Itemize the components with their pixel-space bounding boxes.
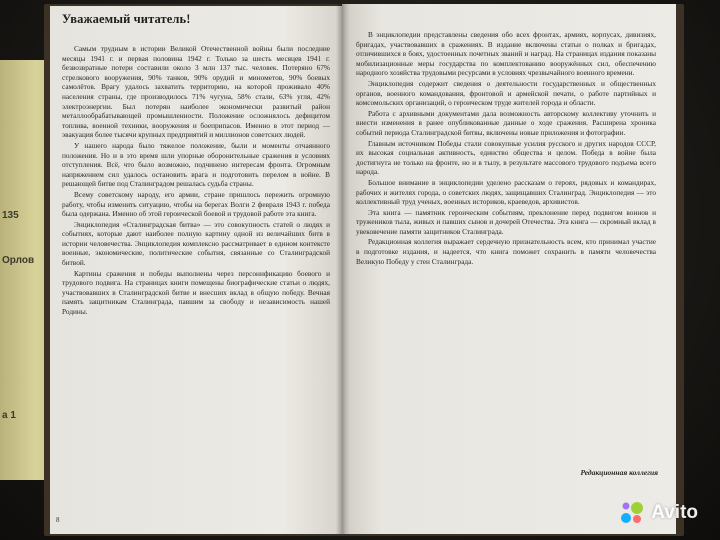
- watermark-text: Avito: [651, 502, 698, 523]
- avito-watermark: [620, 500, 698, 526]
- paragraph: Энциклопедия «Сталинградская битва» — это совокупность статей о людях и событиях, которые дают наиболее полную картину одной из величайших битв в истории человечества. Энциклопедия комплексно рассматривает в едином контексте военные, экономические, политические события, связанные со Сталинградской битвой.: [62, 219, 330, 268]
- paragraph: Энциклопедия содержит сведения о деятельности государственных и общественных органов, военного командования, фронтовой и армейской печати, о работе партийных и комсомольских организаций, о героическом труде жителей города и области.: [356, 78, 656, 108]
- paragraph: У нашего народа было тяжелое положение, были и моменты отчаянного положения. Но и в это время шли упорные оборонительные сражения в условиях отступления. Всё, что было возможно, подчинено интересам фронта. Огромным напряжением сил удалось остановить врага и подготовить перелом в войне. В решающей битве под Сталинградом решалась судьба страны.: [62, 140, 330, 189]
- page-number: 8: [56, 516, 60, 524]
- paragraph: Работа с архивными документами дала возможность авторскому коллективу уточнить и внести изменения в ранее опубликованные данные о ходе сражения. Расширена хроника событий периода Сталинградской битвы, включены новые приложения и фотографии.: [356, 108, 656, 137]
- paragraph: Эта книга — памятник героическим событиям, преклонение перед подвигом воинов и тружеников тыла, живых и павших сынов и дочерей Отечества. Эта книга — скромный вклад в увековечение памяти защитников Сталинграда.: [356, 207, 656, 236]
- avito-logo-icon: [620, 500, 646, 526]
- page-title: Уважаемый читатель!: [62, 12, 191, 26]
- paragraph: Картины сражения и победы выполнены через персонификацию боевого и трудового подвига. На страницах книги помещены биографические статьи о людях, участвовавших в Сталинградской битве и внесших вклад в общую победу. Вечная память защитникам Сталинграда, павшим за свободу и независимость нашей Родины.: [62, 268, 330, 317]
- book-gutter: [336, 4, 350, 534]
- right-page: [342, 4, 676, 534]
- left-page: [50, 6, 342, 534]
- right-page-text: [356, 30, 656, 470]
- paragraph: Главным источником Победы стали совокупные усилия русского и других народов СССР, их высокая социальная активность, единство общества и целом. Победа в войне была достигнута не только на фронте, но и в тылу, в результате массового трудового подъема всего народа.: [356, 138, 656, 177]
- background-book-fragment: Орлов: [2, 255, 35, 266]
- background-book-fragment: а 1: [2, 410, 16, 421]
- paragraph: В энциклопедии представлены сведения обо всех фронтах, армиях, корпусах, дивизиях, бригадах, участвовавших в сражениях. В издание включены статьи о полках и бригадах, отличившихся в боях, удостоенных почетных званий и наград. На страницах издания показаны мобилизационные меры государства по комплектованию вооружённых сил, обеспечению народного хозяйства трудовыми ресурсами в условиях чрезвычайного военного времени.: [356, 30, 656, 78]
- paragraph: Большое внимание в энциклопедии уделено рассказам о героях, рядовых и командирах, рабочих и жителях города, о советских людях, защищавших Сталинград. Энциклопедия — это коллективный труд ученых, военных историков, краеведов, архивистов.: [356, 177, 656, 207]
- paragraph: Редакционная коллегия выражает сердечную признательность всем, кто принимал участие в подготовке издания, и надеется, что книга поможет сохранить в памяти человечества Великую Победу у стен Сталинграда.: [356, 237, 656, 266]
- paragraph: Самым трудным в истории Великой Отечественной войны были последние месяцы 1941 г. и первая половина 1942 г. Только за шесть месяцев 1941 г. безвозвратные потери составили около 3 млн 137 тыс. человек. Потеряно 67% стрелкового вооружения, 90% танков, 90% орудий и минометов, 90% боевых самолётов. Врагу удалось захватить территорию, на которой проживало 40% населения страны, где производилось 71% чугуна, 58% стали, 63% угля, 42% электроэнергии. Был потерян наиболее экономически развитый район металлообрабатывающей промышленности. Положение осложнялось дефицитом топлива, военной техники, вооружения и боеприпасов. Именно в этот период — эвакуация более тысячи крупных предприятий и миллионов советских людей.: [62, 44, 330, 140]
- background-book-fragment: 135: [2, 210, 19, 221]
- editorial-signature: Редакционная коллегия: [580, 468, 658, 477]
- paragraph: Всему советскому народу, его армии, стране пришлось пережить огромную работу, чтобы изменить ситуацию, чтобы на берегах Волги 2 февраля 1943 г. победа была одержана. Именно об этой героической боевой и трудовой работе эта книга.: [62, 189, 330, 219]
- left-page-text: [62, 44, 330, 528]
